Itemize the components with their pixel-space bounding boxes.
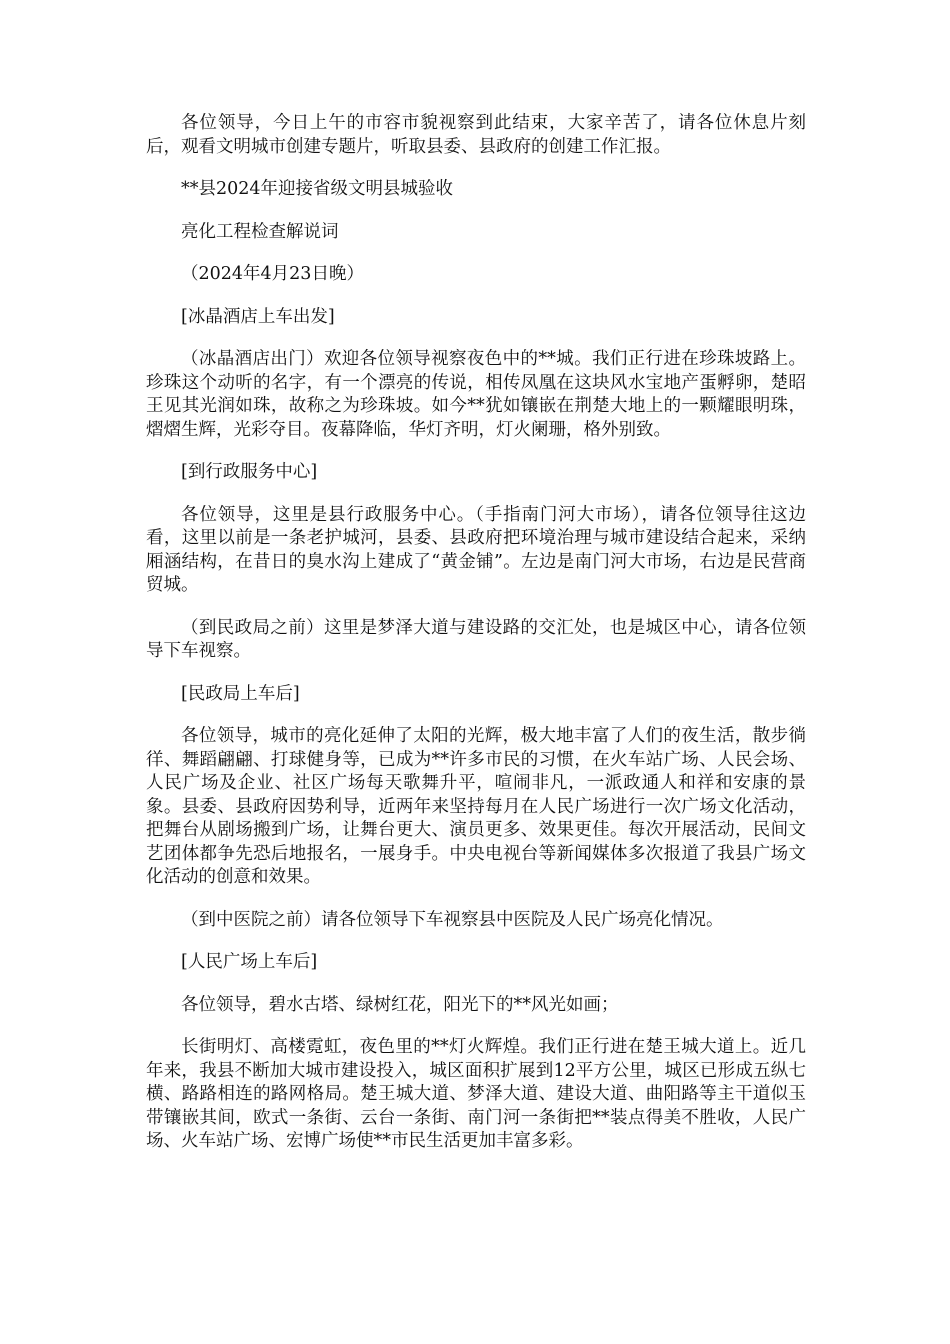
- paragraph-scenery: 各位领导，碧水古塔、绿树红花，阳光下的**风光如画；: [181, 994, 619, 1015]
- paragraph-service-center: 各位领导，这里是县行政服务中心。（手指南门河大市场），请各位领导往这边看，这里以前是一条老护城河，县委、县政府把环境治理与城市建设结合起来，采纳厢涵结构，在昔日的臭水沟上建成了“黄金铺”。左边是南门河大市场，右边是民营商贸城。: [146, 504, 806, 595]
- document-body: [146, 112, 806, 1173]
- document-subtitle: 亮化工程检查解说词: [181, 221, 339, 242]
- paragraph-civil-affairs: （到民政局之前）这里是梦泽大道与建设路的交汇处，也是城区中心，请各位领导下车视察。: [146, 617, 806, 661]
- paragraph-pearl-slope: （冰晶酒店出门）欢迎各位领导视察夜色中的**城。我们正行进在珍珠坡路上。珍珠这个动听的名字，有一个漂亮的传说，相传凤凰在这块风水宝地产蛋孵卵，楚昭王见其光润如珠，故称之为珍珠坡。如今**犹如镶嵌在荆楚大地上的一颗耀眼明珠，熠熠生辉，光彩夺目。夜幕降临，华灯齐明，灯火阑珊，格外别致。: [146, 349, 806, 440]
- paragraph-city-construction: 长街明灯、高楼霓虹，夜色里的**灯火辉煌。我们正行进在楚王城大道上。近几年来，我县不断加大城市建设投入，城区面积扩展到12平方公里，城区已形成五纵七横、路路相连的路网格局。楚王城大道、梦泽大道、建设大道、曲阳路等主干道似玉带镶嵌其间，欧式一条街、云台一条街、南门河一条街把**装点得美不胜收，人民广场、火车站广场、宏博广场使**市民生活更加丰富多彩。: [146, 1037, 806, 1151]
- section-heading-civil-affairs: [民政局上车后]: [181, 683, 300, 704]
- section-heading-departure: [冰晶酒店上车出发]: [181, 306, 335, 327]
- section-heading-service-center: [到行政服务中心]: [181, 462, 318, 482]
- paragraph-closing-remarks: 各位领导，今日上午的市容市貌视察到此结束，大家辛苦了，请各位休息片刻后，观看文明城市创建专题片，听取县委、县政府的创建工作汇报。: [146, 113, 806, 157]
- paragraph-night-life: 各位领导，城市的亮化延伸了太阳的光辉，极大地丰富了人们的夜生活，散步徜徉、舞蹈翩翩、打球健身等，已成为**许多市民的习惯，在火车站广场、人民会场、人民广场及企业、社区广场每天歌舞升平，喧闹非凡，一派政通人和祥和安康的景象。县委、县政府因势利导，近两年来坚持每月在人民广场进行一次广场文化活动，把舞台从剧场搬到广场，让舞台更大、演员更多、效果更佳。每次开展活动，民间文艺团体都争先恐后地报名，一展身手。中央电视台等新闻媒体多次报道了我县广场文化活动的创意和效果。: [146, 726, 806, 887]
- paragraph-hospital: （到中医院之前）请各位领导下车视察县中医院及人民广场亮化情况。: [181, 909, 724, 930]
- document-date: （2024年4月23日晚）: [181, 264, 364, 284]
- document-title: **县2024年迎接省级文明县城验收: [181, 179, 454, 199]
- section-heading-peoples-square: [人民广场上车后]: [181, 952, 318, 972]
